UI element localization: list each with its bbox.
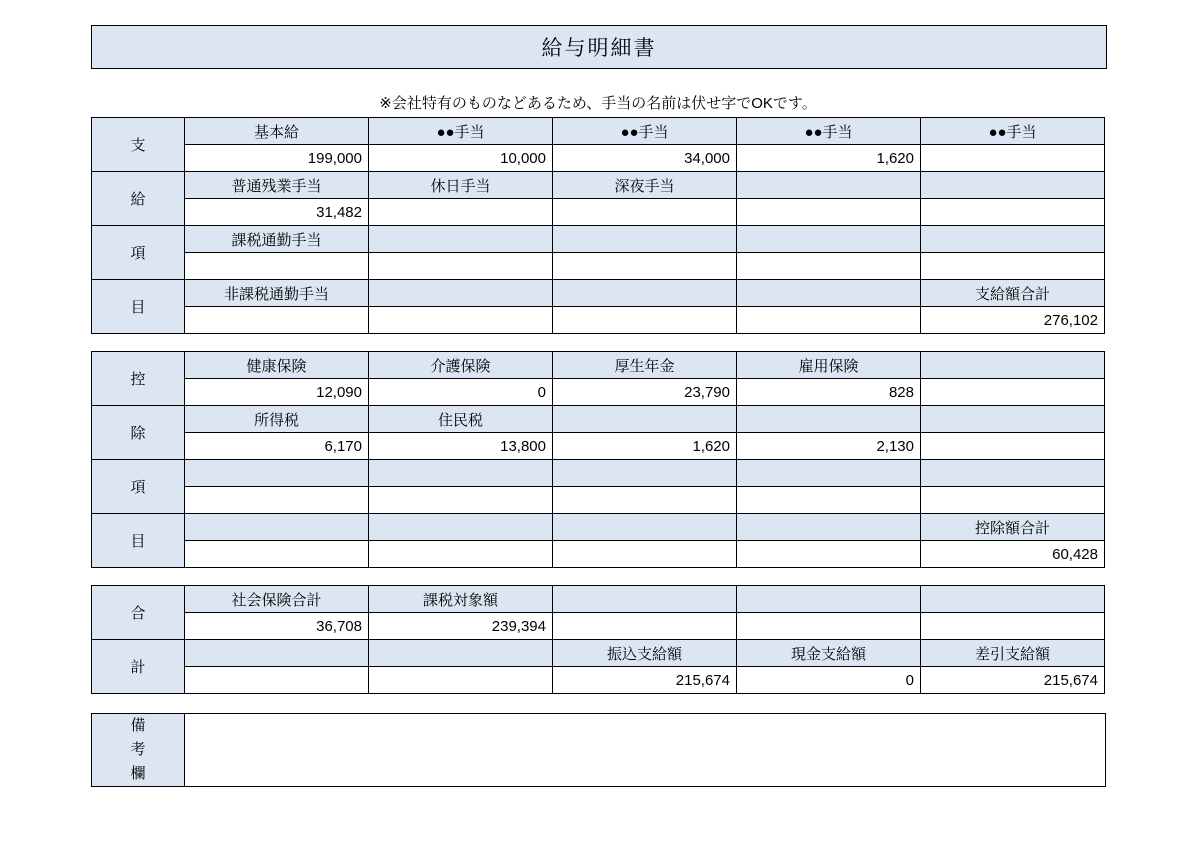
totals-side-label-1: 合	[92, 586, 185, 640]
document-note: ※会社特有のものなどあるため、手当の名前は伏せ字でOKです。	[379, 95, 817, 112]
payments-cell-r3c4	[921, 199, 1105, 226]
payments-cell-r5c4	[921, 253, 1105, 280]
totals-cell-r1c2	[553, 613, 737, 640]
deductions-cell-r4c4	[921, 460, 1105, 487]
totals-cell-r0c0: 社会保険合計	[185, 586, 369, 613]
table-row	[92, 145, 1105, 172]
deductions-total-value: 60,428	[921, 541, 1105, 568]
deductions-cell-r1c2: 23,790	[553, 379, 737, 406]
transfer-amount-value: 215,674	[553, 667, 737, 694]
document-title-bar	[91, 25, 1107, 69]
payments-total-label: 支給額合計	[921, 280, 1105, 307]
payments-cell-r6c1	[369, 280, 553, 307]
payments-cell-r2c2: 深夜手当	[553, 172, 737, 199]
deductions-cell-r4c0	[185, 460, 369, 487]
deductions-cell-r1c1: 0	[369, 379, 553, 406]
payments-side-label-4: 目	[92, 280, 185, 334]
deductions-cell-r4c2	[553, 460, 737, 487]
transfer-amount-label: 振込支給額	[553, 640, 737, 667]
deductions-side-label-1: 控	[92, 352, 185, 406]
deductions-cell-r3c2: 1,620	[553, 433, 737, 460]
payments-side-label-2: 給	[92, 172, 185, 226]
payments-cell-r6c2	[553, 280, 737, 307]
deductions-cell-r5c2	[553, 487, 737, 514]
remarks-label	[92, 714, 185, 787]
deductions-cell-r7c2	[553, 541, 737, 568]
payments-cell-r1c3: 1,620	[737, 145, 921, 172]
totals-table	[91, 585, 1105, 694]
deductions-cell-r5c4	[921, 487, 1105, 514]
totals-cell-r0c3	[737, 586, 921, 613]
payments-cell-r0c1: ●●手当	[369, 118, 553, 145]
remarks-table	[91, 713, 1106, 787]
payments-cell-r2c3	[737, 172, 921, 199]
deductions-cell-r1c0: 12,090	[185, 379, 369, 406]
deductions-table	[91, 351, 1105, 568]
totals-side-label-2: 計	[92, 640, 185, 694]
payments-cell-r5c0	[185, 253, 369, 280]
payments-cell-r4c2	[553, 226, 737, 253]
payments-cell-r6c0: 非課税通勤手当	[185, 280, 369, 307]
remarks-label-char-3: 欄	[130, 765, 146, 782]
cash-amount-value: 0	[737, 667, 921, 694]
deductions-cell-r1c3: 828	[737, 379, 921, 406]
payments-cell-r1c2: 34,000	[553, 145, 737, 172]
payments-cell-r5c1	[369, 253, 553, 280]
deductions-cell-r3c3: 2,130	[737, 433, 921, 460]
table-row	[92, 199, 1105, 226]
table-row	[92, 667, 1105, 694]
payments-cell-r2c1: 休日手当	[369, 172, 553, 199]
payments-cell-r5c2	[553, 253, 737, 280]
totals-cell-r0c4	[921, 586, 1105, 613]
deductions-cell-r4c3	[737, 460, 921, 487]
payments-cell-r2c4	[921, 172, 1105, 199]
payments-cell-r4c0: 課税通勤手当	[185, 226, 369, 253]
page-title: 給与明細書	[541, 37, 657, 60]
payments-cell-r7c2	[553, 307, 737, 334]
deductions-cell-r4c1	[369, 460, 553, 487]
payments-cell-r1c4	[921, 145, 1105, 172]
payments-table	[91, 117, 1105, 334]
deductions-side-label-2: 除	[92, 406, 185, 460]
payments-cell-r3c2	[553, 199, 737, 226]
deductions-cell-r0c2: 厚生年金	[553, 352, 737, 379]
table-row	[92, 541, 1105, 568]
table-row	[92, 586, 1105, 613]
table-row	[92, 172, 1105, 199]
payments-cell-r3c3	[737, 199, 921, 226]
net-amount-label: 差引支給額	[921, 640, 1105, 667]
totals-cell-r2c1	[369, 640, 553, 667]
table-row	[92, 487, 1105, 514]
table-row	[92, 514, 1105, 541]
deductions-cell-r7c0	[185, 541, 369, 568]
deductions-cell-r6c1	[369, 514, 553, 541]
payments-cell-r4c4	[921, 226, 1105, 253]
totals-cell-r0c2	[553, 586, 737, 613]
payments-cell-r1c0: 199,000	[185, 145, 369, 172]
net-amount-value: 215,674	[921, 667, 1105, 694]
payments-cell-r0c3: ●●手当	[737, 118, 921, 145]
totals-cell-r1c1: 239,394	[369, 613, 553, 640]
payments-cell-r3c1	[369, 199, 553, 226]
payments-total-value: 276,102	[921, 307, 1105, 334]
payments-cell-r2c0: 普通残業手当	[185, 172, 369, 199]
totals-cell-r2c0	[185, 640, 369, 667]
payments-side-label-3: 項	[92, 226, 185, 280]
table-row	[92, 352, 1105, 379]
deductions-cell-r3c0: 6,170	[185, 433, 369, 460]
table-row	[92, 226, 1105, 253]
deductions-cell-r5c1	[369, 487, 553, 514]
deductions-cell-r1c4	[921, 379, 1105, 406]
table-row	[92, 253, 1105, 280]
table-row	[92, 280, 1105, 307]
deductions-side-label-4: 目	[92, 514, 185, 568]
deductions-cell-r5c0	[185, 487, 369, 514]
payments-cell-r4c1	[369, 226, 553, 253]
payments-cell-r7c1	[369, 307, 553, 334]
deductions-cell-r2c3	[737, 406, 921, 433]
totals-cell-r1c3	[737, 613, 921, 640]
payments-cell-r0c2: ●●手当	[553, 118, 737, 145]
payments-cell-r7c3	[737, 307, 921, 334]
deductions-cell-r2c4	[921, 406, 1105, 433]
deductions-cell-r0c3: 雇用保険	[737, 352, 921, 379]
deductions-side-label-3: 項	[92, 460, 185, 514]
table-row	[92, 307, 1105, 334]
deductions-cell-r0c0: 健康保険	[185, 352, 369, 379]
totals-cell-r1c4	[921, 613, 1105, 640]
payments-cell-r7c0	[185, 307, 369, 334]
deductions-cell-r3c1: 13,800	[369, 433, 553, 460]
deductions-cell-r6c0	[185, 514, 369, 541]
table-row	[92, 714, 1106, 787]
table-row	[92, 379, 1105, 406]
deductions-cell-r0c4	[921, 352, 1105, 379]
payments-cell-r0c0: 基本給	[185, 118, 369, 145]
deductions-cell-r0c1: 介護保険	[369, 352, 553, 379]
totals-cell-r0c1: 課税対象額	[369, 586, 553, 613]
deductions-cell-r5c3	[737, 487, 921, 514]
cash-amount-label: 現金支給額	[737, 640, 921, 667]
deductions-total-label: 控除額合計	[921, 514, 1105, 541]
totals-cell-r3c0	[185, 667, 369, 694]
table-row	[92, 433, 1105, 460]
payments-cell-r1c1: 10,000	[369, 145, 553, 172]
table-row	[92, 613, 1105, 640]
payments-cell-r6c3	[737, 280, 921, 307]
payments-cell-r0c4: ●●手当	[921, 118, 1105, 145]
payments-cell-r5c3	[737, 253, 921, 280]
payments-cell-r4c3	[737, 226, 921, 253]
totals-cell-r1c0: 36,708	[185, 613, 369, 640]
deductions-cell-r3c4	[921, 433, 1105, 460]
deductions-cell-r7c3	[737, 541, 921, 568]
deductions-cell-r2c1: 住民税	[369, 406, 553, 433]
table-row	[92, 460, 1105, 487]
totals-cell-r3c1	[369, 667, 553, 694]
table-row	[92, 406, 1105, 433]
remarks-label-char-1: 備	[130, 717, 146, 734]
table-row	[92, 640, 1105, 667]
deductions-cell-r2c0: 所得税	[185, 406, 369, 433]
payments-cell-r3c0: 31,482	[185, 199, 369, 226]
deductions-cell-r6c3	[737, 514, 921, 541]
payments-side-label-1: 支	[92, 118, 185, 172]
table-row	[92, 118, 1105, 145]
remarks-body[interactable]	[185, 714, 1106, 787]
remarks-label-char-2: 考	[130, 741, 146, 758]
deductions-cell-r6c2	[553, 514, 737, 541]
deductions-cell-r7c1	[369, 541, 553, 568]
deductions-cell-r2c2	[553, 406, 737, 433]
